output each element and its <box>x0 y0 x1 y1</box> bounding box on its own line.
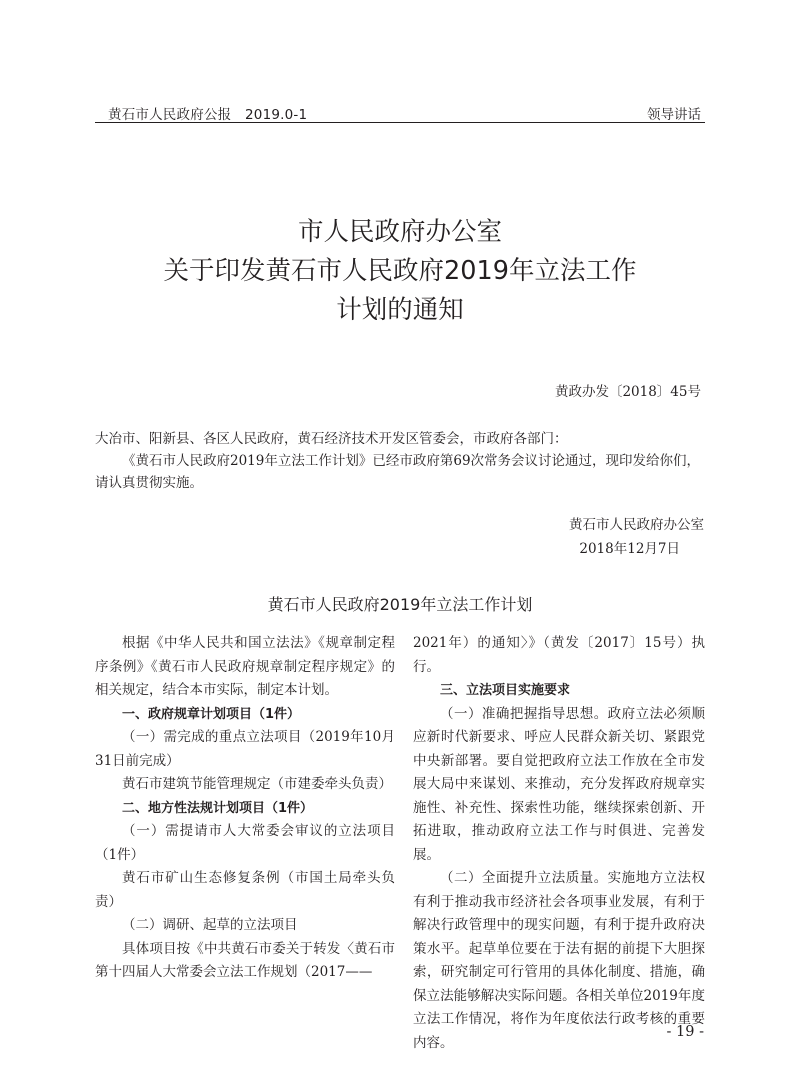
plan-paragraph: 具体项目按《中共黄石市委关于转发〈黄石市第十四届人大常委会立法工作规划（2017—— <box>95 940 395 980</box>
title-line-2: 关于印发黄石市人民政府2019年立法工作 <box>163 256 637 286</box>
plan-heading: 一、政府规章计划项目（1件） <box>122 706 301 722</box>
plan-paragraph: （二）全面提升立法质量。实施地方立法权有利于推动我市经济社会各项事业发展，有利于解决行政管理中的现实问题，有利于提升政府决策水平。起草单位要在于法有据的前提下大胆探索，研究制定可行管用的具体化制度、措施，确保立法能够解决实际问题。各相关单位2019年度立法工作情况，将作为年度依法行政考核的重要内容。 <box>413 870 705 1051</box>
notice-recipients: 大冶市、阳新县、各区人民政府，黄石经济技术开发区管委会，市政府各部门： <box>95 431 568 447</box>
page-number: - 19 - <box>666 1024 704 1040</box>
title-line-3: 计划的通知 <box>336 295 464 325</box>
plan-right-column <box>413 632 705 1055</box>
plan-heading: 二、地方性法规计划项目（1件） <box>122 800 314 816</box>
plan-paragraph: 黄石市矿山生态修复条例（市国土局牵头负责） <box>95 870 395 910</box>
header-divider <box>95 122 705 123</box>
plan-paragraph: （一）准确把握指导思想。政府立法必须顺应新时代新要求、呼应人民群众新关切、紧跟党中央新部署。要自觉把政府立法工作放在全市发展大局中来谋划、来推动，充分发挥政府规章实施性、补充性、探索性功能，继续探索创新、开拓进取，推动政府立法工作与时俱进、完善发展。 <box>413 705 705 863</box>
plan-paragraph: （二）调研、起草的立法项目 <box>122 917 298 933</box>
plan-left-column <box>95 632 395 985</box>
notice-date: 2018年12月7日 <box>579 541 680 557</box>
notice-signature: 黄石市人民政府办公室 <box>569 517 704 533</box>
plan-paragraph-continued: 2021年）的通知〉》（黄发〔2017〕15号）执行。 <box>413 635 705 675</box>
title-line-1: 市人民政府办公室 <box>297 217 502 247</box>
plan-paragraph: （一）需提请市人大常委会审议的立法项目（1件） <box>95 823 395 863</box>
plan-paragraph: 根据《中华人民共和国立法法》《规章制定程序条例》《黄石市人民政府规章制定程序规定》的相关规定，结合本市实际，制定本计划。 <box>95 635 395 698</box>
plan-paragraph: （一）需完成的重点立法项目（2019年10月31日前完成） <box>95 729 395 769</box>
notice-body: 《黄石市人民政府2019年立法工作计划》已经市政府第69次常务会议讨论通过，现印发给你们，请认真贯彻实施。 <box>95 453 701 491</box>
section-label: 领导讲话 <box>647 107 701 123</box>
journal-header: 黄石市人民政府公报 2019.0-1 <box>108 107 308 123</box>
document-number: 黄政办发〔2018〕45号 <box>554 384 701 400</box>
plan-paragraph: 黄石市建筑节能管理规定（市建委牵头负责） <box>122 776 392 792</box>
plan-heading: 三、立法项目实施要求 <box>440 683 571 698</box>
plan-title: 黄石市人民政府2019年立法工作计划 <box>267 595 533 614</box>
